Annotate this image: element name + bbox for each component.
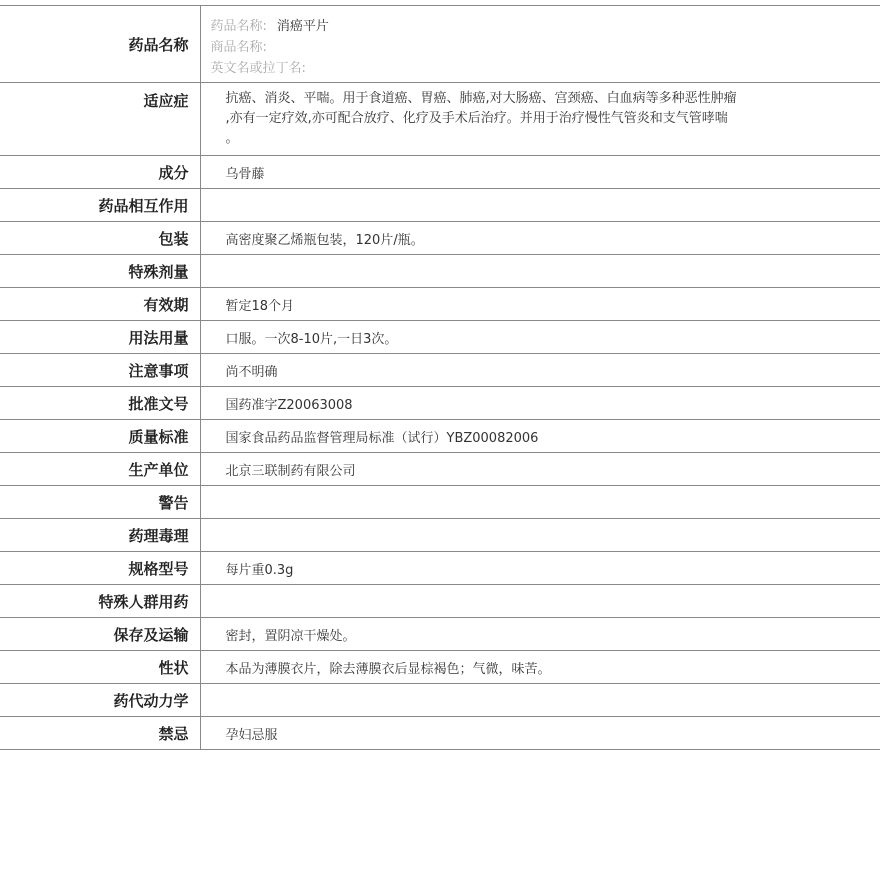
value-usage-dosage: 口服。一次8-10片,一日3次。 — [200, 321, 880, 354]
value-ingredients: 乌骨藤 — [200, 156, 880, 189]
english-name-label: 英文名或拉丁名: — [210, 61, 306, 76]
row-approval-number — [0, 387, 880, 420]
label-packaging: 包装 — [0, 222, 200, 255]
value-warning — [200, 486, 880, 519]
value-contraindications: 孕妇忌服 — [200, 717, 880, 750]
value-pharmacology-toxicology — [200, 519, 880, 552]
row-drug-name — [0, 6, 880, 83]
value-drug-interactions — [200, 189, 880, 222]
label-shelf-life: 有效期 — [0, 288, 200, 321]
label-approval-number: 批准文号 — [0, 387, 200, 420]
label-manufacturer: 生产单位 — [0, 453, 200, 486]
row-specification — [0, 552, 880, 585]
label-precautions: 注意事项 — [0, 354, 200, 387]
label-pharmacology-toxicology: 药理毒理 — [0, 519, 200, 552]
generic-name-label: 药品名称: — [210, 19, 267, 34]
label-specification: 规格型号 — [0, 552, 200, 585]
row-special-populations — [0, 585, 880, 618]
value-indications — [200, 83, 880, 156]
value-precautions: 尚不明确 — [200, 354, 880, 387]
value-special-dosage — [200, 255, 880, 288]
label-pharmacokinetics: 药代动力学 — [0, 684, 200, 717]
value-approval-number: 国药准字Z20063008 — [200, 387, 880, 420]
value-packaging: 高密度聚乙烯瓶包装，120片/瓶。 — [200, 222, 880, 255]
label-quality-standard: 质量标准 — [0, 420, 200, 453]
label-drug-name: 药品名称 — [0, 6, 200, 83]
indications-line: 。 — [225, 131, 239, 146]
row-pharmacology-toxicology — [0, 519, 880, 552]
label-warning: 警告 — [0, 486, 200, 519]
row-manufacturer — [0, 453, 880, 486]
label-storage-transport: 保存及运输 — [0, 618, 200, 651]
value-specification: 每片重0.3g — [200, 552, 880, 585]
value-shelf-life: 暂定18个月 — [200, 288, 880, 321]
row-packaging — [0, 222, 880, 255]
row-precautions — [0, 354, 880, 387]
label-drug-interactions: 药品相互作用 — [0, 189, 200, 222]
row-storage-transport — [0, 618, 880, 651]
row-usage-dosage — [0, 321, 880, 354]
label-ingredients: 成分 — [0, 156, 200, 189]
value-storage-transport: 密封，置阴凉干燥处。 — [200, 618, 880, 651]
row-warning — [0, 486, 880, 519]
trade-name-label: 商品名称: — [210, 40, 267, 55]
drug-info-table — [0, 5, 880, 750]
row-quality-standard — [0, 420, 880, 453]
row-special-dosage — [0, 255, 880, 288]
row-contraindications — [0, 717, 880, 750]
value-manufacturer: 北京三联制药有限公司 — [200, 453, 880, 486]
label-indications: 适应症 — [0, 83, 200, 156]
trade-name-line — [211, 37, 880, 58]
indications-line: 抗癌、消炎、平喘。用于食道癌、胃癌、肺癌,对大肠癌、宫颈癌、白血病等多种恶性肿瘤 — [225, 91, 737, 106]
value-special-populations — [200, 585, 880, 618]
row-pharmacokinetics — [0, 684, 880, 717]
generic-name-value: 消癌平片 — [276, 19, 329, 34]
row-shelf-life — [0, 288, 880, 321]
label-special-dosage: 特殊剂量 — [0, 255, 200, 288]
value-drug-name — [200, 6, 880, 83]
value-appearance: 本品为薄膜衣片，除去薄膜衣后显棕褐色；气微，味苦。 — [200, 651, 880, 684]
value-pharmacokinetics — [200, 684, 880, 717]
value-quality-standard: 国家食品药品监督管理局标准（试行）YBZ00082006 — [200, 420, 880, 453]
indications-line: ,亦有一定疗效,亦可配合放疗、化疗及手术后治疗。并用于治疗慢性气管炎和支气管哮喘 — [225, 111, 728, 126]
row-drug-interactions — [0, 189, 880, 222]
row-indications — [0, 83, 880, 156]
label-special-populations: 特殊人群用药 — [0, 585, 200, 618]
label-usage-dosage: 用法用量 — [0, 321, 200, 354]
label-appearance: 性状 — [0, 651, 200, 684]
row-ingredients — [0, 156, 880, 189]
label-contraindications: 禁忌 — [0, 717, 200, 750]
english-name-line — [211, 58, 880, 79]
row-appearance — [0, 651, 880, 684]
generic-name-line — [211, 16, 880, 37]
